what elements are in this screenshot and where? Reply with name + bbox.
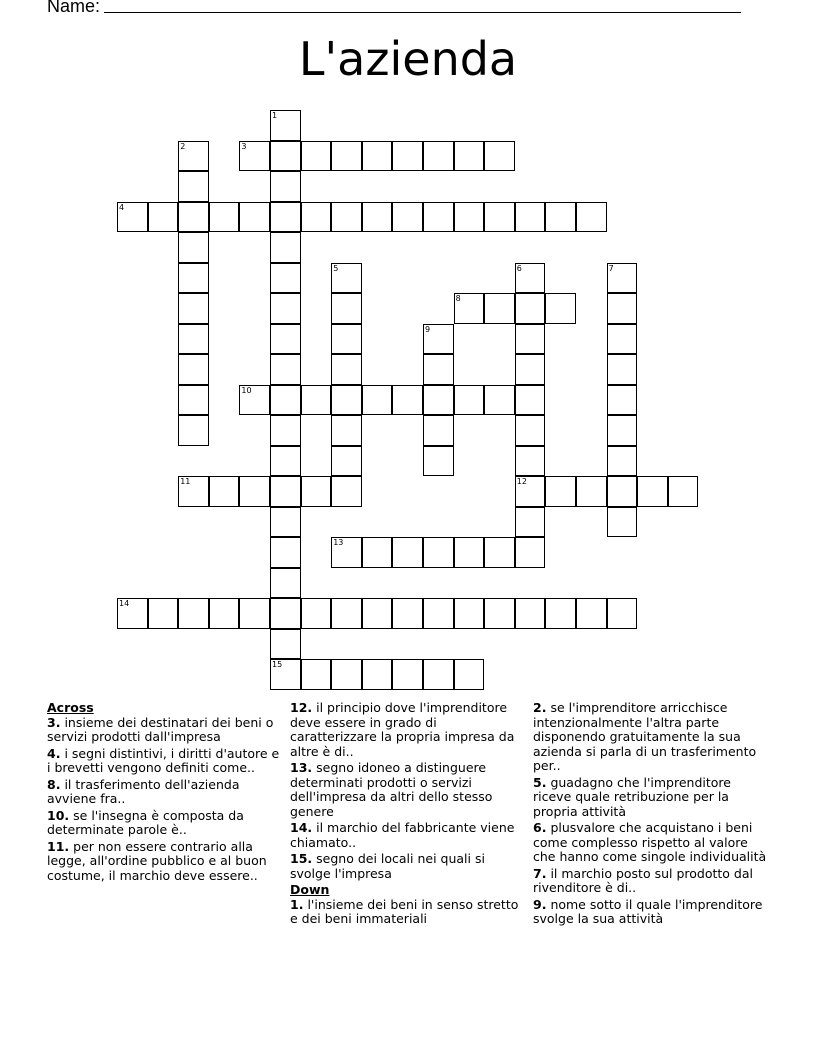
crossword-cell[interactable]	[576, 202, 607, 233]
clue-number: 1	[272, 111, 278, 120]
clue-down: 1. l'insieme dei beni in senso stretto e dei beni immateriali	[290, 896, 519, 926]
crossword-cell[interactable]	[484, 537, 515, 568]
clue-down: 5. guadagno che l'imprenditore riceve quale retribuzione per la propria attività	[533, 774, 731, 819]
clue-number: 10	[241, 385, 252, 395]
clue-number: 3	[241, 141, 247, 151]
crossword-cell[interactable]	[454, 202, 485, 233]
crossword-cell[interactable]	[515, 324, 546, 355]
crossword-cell[interactable]	[270, 385, 301, 416]
crossword-cell[interactable]	[454, 659, 485, 690]
crossword-cell[interactable]	[484, 598, 515, 629]
crossword-cell[interactable]	[270, 446, 301, 477]
crossword-cell[interactable]	[607, 385, 638, 416]
crossword-cell[interactable]	[576, 598, 607, 629]
crossword-cell[interactable]	[668, 476, 699, 507]
name-label: Name:	[47, 0, 101, 16]
crossword-cell[interactable]	[607, 476, 638, 507]
clue-across: 15. segno dei locali nei quali si svolge l'impresa	[290, 851, 485, 881]
crossword-cell[interactable]	[331, 385, 362, 416]
crossword-cell[interactable]	[607, 354, 638, 385]
crossword-cell[interactable]	[270, 293, 301, 324]
crossword-cell[interactable]	[454, 293, 485, 324]
crossword-cell[interactable]	[209, 598, 240, 629]
crossword-cell[interactable]	[301, 385, 332, 416]
crossword-cell[interactable]	[607, 446, 638, 477]
crossword-cell[interactable]	[239, 385, 270, 416]
clue-down: 9. nome sotto il quale l'imprenditore svolge la sua attività	[533, 896, 763, 926]
crossword-cell[interactable]	[454, 141, 485, 172]
page-title: L'azienda	[298, 32, 518, 86]
crossword-cell[interactable]	[515, 263, 546, 294]
crossword-cell[interactable]	[178, 354, 209, 385]
crossword-cell[interactable]	[423, 415, 454, 446]
crossword-cell[interactable]	[515, 354, 546, 385]
crossword-cell[interactable]	[270, 568, 301, 599]
clue-across: 14. il marchio del fabbricante viene chiamato..	[290, 820, 515, 850]
crossword-cell[interactable]	[515, 202, 546, 233]
clue-across: 3. insieme dei destinatari dei beni o servizi prodotti dall'impresa	[47, 714, 274, 744]
crossword-cell[interactable]	[178, 385, 209, 416]
crossword-cell[interactable]	[637, 476, 668, 507]
crossword-cell[interactable]	[362, 202, 393, 233]
crossword-cell[interactable]	[392, 141, 423, 172]
crossword-cell[interactable]	[301, 659, 332, 690]
crossword-cell[interactable]	[270, 232, 301, 263]
down-heading: Down	[290, 882, 330, 897]
crossword-cell[interactable]	[117, 598, 148, 629]
crossword-cell[interactable]	[331, 415, 362, 446]
crossword-cell[interactable]	[331, 324, 362, 355]
crossword-cell[interactable]	[178, 232, 209, 263]
crossword-cell[interactable]	[515, 507, 546, 538]
clue-number: 13	[333, 538, 344, 547]
crossword-cell[interactable]	[454, 598, 485, 629]
clue-down: 7. il marchio posto sul prodotto dal rivenditore è di..	[533, 865, 753, 895]
crossword-cell[interactable]	[392, 385, 423, 416]
crossword-cell[interactable]	[239, 202, 270, 233]
crossword-cell[interactable]	[270, 202, 301, 233]
crossword-cell[interactable]	[209, 202, 240, 233]
crossword-cell[interactable]	[301, 476, 332, 507]
crossword-cell[interactable]	[331, 446, 362, 477]
crossword-cell[interactable]	[178, 324, 209, 355]
crossword-cell[interactable]	[148, 202, 179, 233]
crossword-cell[interactable]	[576, 476, 607, 507]
crossword-cell[interactable]	[270, 598, 301, 629]
clue-across: 11. per non essere contrario alla legge, all'ordine pubblico e al buon costume, il marchio deve essere..	[47, 838, 267, 883]
crossword-cell[interactable]	[117, 202, 148, 233]
crossword-cell[interactable]	[331, 659, 362, 690]
crossword-cell[interactable]	[362, 141, 393, 172]
crossword-cell[interactable]	[270, 659, 301, 690]
clue-number: 9	[425, 324, 431, 334]
crossword-cell[interactable]	[545, 202, 576, 233]
crossword-cell[interactable]	[178, 476, 209, 507]
crossword-cell[interactable]	[239, 598, 270, 629]
crossword-cell[interactable]	[607, 507, 638, 538]
crossword-cell[interactable]	[331, 354, 362, 385]
crossword-cell[interactable]	[270, 171, 301, 202]
clues-column-2	[290, 701, 526, 929]
crossword-cell[interactable]	[545, 598, 576, 629]
crossword-cell[interactable]	[331, 293, 362, 324]
crossword-cell[interactable]	[423, 385, 454, 416]
crossword-cell[interactable]	[178, 202, 209, 233]
crossword-cell[interactable]	[301, 202, 332, 233]
crossword-cell[interactable]	[515, 446, 546, 477]
crossword-cell[interactable]	[423, 537, 454, 568]
crossword-cell[interactable]	[515, 385, 546, 416]
clues-column-1	[47, 701, 282, 885]
clues-column-3	[533, 701, 773, 929]
crossword-cell[interactable]	[484, 141, 515, 172]
crossword-cell[interactable]	[301, 598, 332, 629]
crossword-cell[interactable]	[270, 141, 301, 172]
crossword-cell[interactable]	[515, 598, 546, 629]
crossword-cell[interactable]	[178, 598, 209, 629]
crossword-cell[interactable]	[362, 537, 393, 568]
crossword-cell[interactable]	[484, 293, 515, 324]
clue-number: 14	[119, 599, 130, 608]
crossword-cell[interactable]	[515, 293, 546, 324]
crossword-cell[interactable]	[270, 476, 301, 507]
crossword-cell[interactable]	[270, 629, 301, 660]
crossword-cell[interactable]	[392, 537, 423, 568]
crossword-cell[interactable]	[331, 141, 362, 172]
crossword-cell[interactable]	[331, 202, 362, 233]
crossword-cell[interactable]	[545, 476, 576, 507]
crossword-cell[interactable]	[331, 263, 362, 294]
clue-number: 2	[180, 141, 186, 151]
crossword-cell[interactable]	[270, 507, 301, 538]
crossword-cell[interactable]	[331, 476, 362, 507]
crossword-cell[interactable]	[423, 141, 454, 172]
crossword-cell[interactable]	[178, 415, 209, 446]
crossword-cell[interactable]	[607, 293, 638, 324]
crossword-cell[interactable]	[392, 659, 423, 690]
crossword-cell[interactable]	[484, 385, 515, 416]
crossword-cell[interactable]	[270, 537, 301, 568]
clue-down: 6. plusvalore che acquistano i beni come complesso rispetto al valore che hanno come singole individualità	[533, 820, 767, 864]
clue-across: 13. segno idoneo a distinguere determinati prodotti o servizi dell'impresa da altri dello stesso genere	[290, 760, 493, 819]
crossword-cell[interactable]	[362, 659, 393, 690]
clue-number: 5	[333, 263, 339, 273]
crossword-cell[interactable]	[423, 354, 454, 385]
crossword-cell[interactable]	[178, 263, 209, 294]
crossword-cell[interactable]	[607, 324, 638, 355]
crossword-cell[interactable]	[331, 598, 362, 629]
crossword-cell[interactable]	[270, 415, 301, 446]
crossword-cell[interactable]	[331, 537, 362, 568]
crossword-cell[interactable]	[239, 476, 270, 507]
clue-across: 8. il trasferimento dell'azienda avviene fra..	[47, 776, 240, 806]
crossword-cell[interactable]	[301, 141, 332, 172]
clue-across: 12. il principio dove l'imprenditore deve essere in grado di caratterizzare la propria impresa da altre è di..	[290, 700, 515, 759]
crossword-cell[interactable]	[515, 476, 546, 507]
crossword-cell[interactable]	[392, 598, 423, 629]
clue-number: 4	[119, 202, 125, 212]
crossword-cell[interactable]	[423, 202, 454, 233]
clue-number: 11	[180, 477, 191, 486]
crossword-cell[interactable]	[515, 415, 546, 446]
crossword-cell[interactable]	[178, 141, 209, 172]
clue-number: 15	[272, 660, 283, 669]
crossword-cell[interactable]	[209, 476, 240, 507]
clue-across: 4. i segni distintivi, i diritti d'autore e i brevetti vengono definiti come..	[47, 745, 280, 775]
clue-down: 2. se l'imprenditore arricchisce intenzionalmente l'altra parte disponendo gratuitamente la sua azienda si parla di un trasferimento per..	[533, 700, 757, 773]
clue-number: 7	[608, 263, 614, 273]
crossword-cell[interactable]	[392, 202, 423, 233]
crossword-cell[interactable]	[270, 110, 301, 141]
clue-number: 6	[516, 263, 522, 273]
crossword-cell[interactable]	[178, 293, 209, 324]
clue-number: 8	[455, 294, 461, 303]
crossword-cell[interactable]	[545, 293, 576, 324]
crossword-cell[interactable]	[454, 385, 485, 416]
crossword-cell[interactable]	[423, 446, 454, 477]
crossword-cell[interactable]	[423, 324, 454, 355]
crossword-cell[interactable]	[423, 598, 454, 629]
crossword-cell[interactable]	[607, 415, 638, 446]
crossword-cell[interactable]	[484, 202, 515, 233]
across-heading: Across	[47, 700, 94, 715]
crossword-cell[interactable]	[454, 537, 485, 568]
crossword-cell[interactable]	[362, 385, 393, 416]
crossword-cell[interactable]	[270, 263, 301, 294]
crossword-cell[interactable]	[515, 537, 546, 568]
crossword-cell[interactable]	[148, 598, 179, 629]
crossword-cell[interactable]	[239, 141, 270, 172]
crossword-cell[interactable]	[270, 324, 301, 355]
crossword-cell[interactable]	[362, 598, 393, 629]
crossword-cell[interactable]	[270, 354, 301, 385]
clue-across: 10. se l'insegna è composta da determinate parole è..	[47, 807, 244, 837]
crossword-cell[interactable]	[178, 171, 209, 202]
crossword-cell[interactable]	[607, 598, 638, 629]
clue-number: 12	[516, 477, 527, 486]
crossword-cell[interactable]	[423, 659, 454, 690]
crossword-cell[interactable]	[607, 263, 638, 294]
